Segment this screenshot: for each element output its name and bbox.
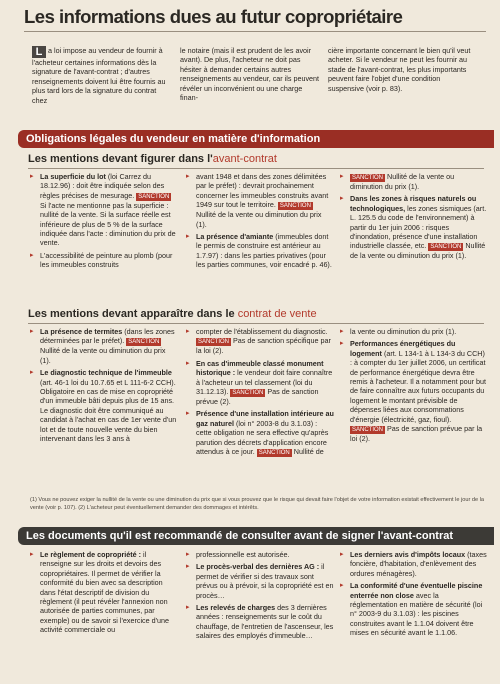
docs-list-2 [186, 550, 334, 641]
item-text: la vente ou diminution du prix (1). [350, 327, 457, 336]
subhead-avant-contrat [28, 153, 277, 165]
sanction-badge: SANCTION [352, 427, 384, 434]
vente-list-1 [30, 327, 178, 443]
avant-col-2 [186, 172, 334, 302]
item-text: il permet de vérifier si des travaux sont prévus ou à prévoir, si la copropriété est en procès… [196, 562, 334, 600]
item-text: (art. 46-1 loi du 10.7.65 et L 111-6-2 CCH). Obligatoire en cas de mise en copropriété d'un immeuble bâti depuis plus de 15 ans. Le diagnostic doit être communiqué au candidat à l'achat en cas de 1er vente d'un lot et de toute nouvelle vente du bien intervenant dans les 3 ans à [40, 377, 177, 444]
list-item [340, 327, 488, 336]
sanction-badge: SANCTION [258, 450, 290, 457]
list-item [30, 550, 178, 635]
vente-col-3 [340, 327, 488, 495]
item-bold: Les relevés de charges [196, 603, 276, 613]
sanction-badge: SANCTION [128, 339, 160, 346]
item-bold: Le diagnostic technique de l'immeuble [40, 368, 172, 378]
list-item [340, 339, 488, 443]
page-title: Les informations dues au futur copropriétaire [24, 6, 403, 27]
item-bold: La présence d'amiante [196, 232, 274, 242]
sanction-text: Nullité de la vente ou diminution du prix (1). [350, 172, 455, 191]
list-item [340, 194, 488, 260]
vente-list-2 [186, 327, 334, 457]
sanction-badge: SANCTION [138, 193, 170, 200]
sanction-badge: SANCTION [430, 244, 462, 251]
docs-list-1 [30, 550, 178, 635]
item-bold: Présence d'une installation intérieure au gaz naturel [196, 409, 334, 428]
avant-col-3 [340, 172, 488, 302]
item-text: avant 1948 et dans des zones délimitées par le préfet) : devrait prochainement concerner les immeubles construits avant 1949 sur tout le territoire. [196, 172, 329, 210]
list-item [186, 327, 334, 356]
list-item [340, 550, 488, 578]
footnote: (1) Vous ne pouvez exiger la nullité de la vente ou une diminution du prix que si vous prouvez que le risque qui devait faire l'objet de votre information existait effectivement le jour de la vente (voir p. 107). (2) L'acheteur peut éventuellement demander des dommages et intérêts. [30, 497, 485, 511]
subhead-rule-2 [28, 323, 484, 324]
docs-list-3 [340, 550, 488, 638]
list-item [30, 368, 178, 443]
subhead-avant-accent: avant-contrat [212, 153, 277, 165]
docs-col-3 [340, 550, 488, 680]
sanction-text: Nullité de [293, 447, 324, 457]
list-item [186, 550, 334, 559]
item-text: compter de l'établissement du diagnostic. [196, 327, 328, 336]
sanction-text: Pas de sanction prévue (2). [196, 387, 319, 407]
title-rule [24, 31, 486, 32]
intro-col-3 [328, 46, 478, 121]
list-item [30, 327, 178, 365]
sanction-text: Pas de sanction spécifique par la loi (2). [196, 336, 331, 356]
sanction-text: Pas de sanction prévue par la loi (2). [350, 424, 483, 444]
item-bold: Le procès-verbal des dernières AG : [196, 562, 320, 572]
list-item [30, 251, 178, 270]
subhead-avant-text: Les mentions devant figurer dans l' [28, 153, 213, 165]
item-text: il renseigne sur les droits et devoirs des copropriétaires. Il permet de vérifier la conformité du bien avec sa description dans l'état descriptif de division du règlement (il peut révéler l'annexion non autorisée de parties communes, par exemple) ou de savoir si l'exercice d'une activité commerciale ou [40, 550, 169, 635]
item-bold: Dans les zones à risques naturels ou technologiques, [350, 194, 477, 213]
sanction-text: Nullité de la vente ou diminution du prix (1). [350, 241, 486, 261]
avant-col-1 [30, 172, 178, 302]
item-text: (dans les zones déterminées par le préfet). [40, 327, 175, 346]
intro-col-1 [32, 46, 172, 121]
list-item [186, 409, 334, 457]
sanction-text: Si l'acte ne mentionne pas la superficie : nullité de la vente. Si la surface réelle est inférieure de plus de 5 % de la surface indiquée dans l'acte : diminution du prix de vente. [40, 200, 176, 248]
subhead-vente-accent: contrat de vente [237, 308, 317, 320]
subhead-contrat-vente [28, 308, 317, 320]
list-item [186, 232, 334, 270]
list-item [30, 172, 178, 248]
list-item [186, 172, 334, 229]
sanction-badge: SANCTION [352, 175, 384, 181]
intro-col-2 [180, 46, 320, 121]
avant-list-3 [340, 172, 488, 261]
item-text: (immeubles dont le permis de construire est antérieur au 1.7.97) : dans les parties privatives (pour les parties communes, voir encadré p. 46). [196, 232, 332, 270]
intro-text-1: a loi impose au vendeur de fournir à l'acheteur certaines informations dès la signature de l'avant-contrat ; d'autres renseignements doivent lui être fournis au plus tard lors de la signature du contrat chez [32, 46, 166, 105]
sanction-badge: SANCTION [232, 390, 264, 397]
item-text: (taxes foncière, d'habitation, d'enlèvement des ordures ménagères). [350, 550, 487, 578]
item-text: professionnelle est autorisée. [196, 550, 290, 559]
item-bold: En cas d'immeuble classé monument historique : [196, 358, 324, 378]
vente-col-1 [30, 327, 178, 495]
avant-list-1 [30, 172, 178, 270]
item-text: (loi Carrez du 18.12.96) : doit être indiquée selon des règles précises de mesurage. [40, 172, 165, 200]
vente-col-2 [186, 327, 334, 495]
item-text: le vendeur doit faire connaître à l'acheteur un tel classement (loi du 31.12.13). [196, 368, 333, 397]
list-item [186, 359, 334, 407]
item-bold: La présence de termites [40, 327, 123, 336]
item-bold: Le règlement de copropriété : [40, 550, 142, 559]
item-text: (art. L 134-1 à L 134-3 du CCH) : à compter du 1er juillet 2006, un certificat de performance énergétique devra être remis à l'acheteur. Il a notamment pour but de faire connaître aux futurs occupants du logement le montant prévisible de dépenses liées aux consommations d'énergie (électricité, gaz, fioul). [350, 348, 487, 424]
sanction-text: Nullité de la vente ou diminution du prix (1). [40, 346, 166, 365]
intro-text-3: cière importante concernant le bien qu'il veut acheter. Si le vendeur ne peut les fournir au stade de l'avant-contrat, les plus importants peuvent faire l'objet d'une condition suspensive (voir p. 83). [328, 46, 471, 93]
sanction-text: Nullité de la vente ou diminution du prix (1). [196, 210, 322, 229]
item-text: L'accessibilité de peinture au plomb (pour les immeubles construits [40, 250, 173, 270]
vente-list-3 [340, 327, 488, 443]
avant-list-2 [186, 172, 334, 270]
item-text: (loi n° 2003-8 du 3.1.03) : cette obligation ne sera effective qu'après parution des décrets d'application encore attendus à ce jour. [196, 418, 329, 457]
dropcap: L [32, 46, 46, 58]
item-bold: La conformité d'une éventuelle piscine enterrée non close [350, 581, 483, 600]
subhead-vente-text: Les mentions devant apparaître dans le [28, 308, 238, 320]
docs-col-1 [30, 550, 178, 680]
list-item [186, 603, 334, 641]
sanction-badge: SANCTION [198, 339, 230, 346]
subhead-rule-1 [28, 168, 484, 169]
item-text: des 3 dernières années : renseignements sur le coût du chauffage, de l'entretien de l'ascenseur, les salaires des employés d'immeuble… [196, 603, 334, 641]
item-bold: Les derniers avis d'impôts locaux [350, 550, 466, 559]
item-text: avec la réglementation en matière de sécurité (loi n° 2003-9 du 3.1.03) : les piscines construites avant le 1.1.04 doivent être mises en sécurité avant le 1.1.06. [350, 590, 483, 638]
item-text: les zones sismiques (art. L. 125.5 du code de l'environnement) à partir du 1er juin 2006 : risques d'inondation, présence d'une installation industrielle classée, etc. [350, 203, 487, 251]
list-item [340, 172, 488, 191]
section-bar-legal: Obligations légales du vendeur en matière d'information [18, 130, 494, 148]
item-bold: La superficie du lot [40, 172, 106, 181]
list-item [186, 562, 334, 600]
docs-col-2 [186, 550, 334, 680]
sanction-badge: SANCTION [279, 203, 311, 210]
item-bold: Performances énergétiques du logement [350, 339, 456, 358]
list-item [340, 581, 488, 637]
intro-text-2: le notaire (mais il est prudent de les avoir avant). De plus, l'acheteur ne doit pas hésiter à demander certains autres renseignements au vendeur, car ils peuvent révéler un inconvénient ou une charge finan- [180, 46, 320, 103]
section-bar-docs: Les documents qu'il est recommandé de consulter avant de signer l'avant-contrat [18, 527, 494, 545]
